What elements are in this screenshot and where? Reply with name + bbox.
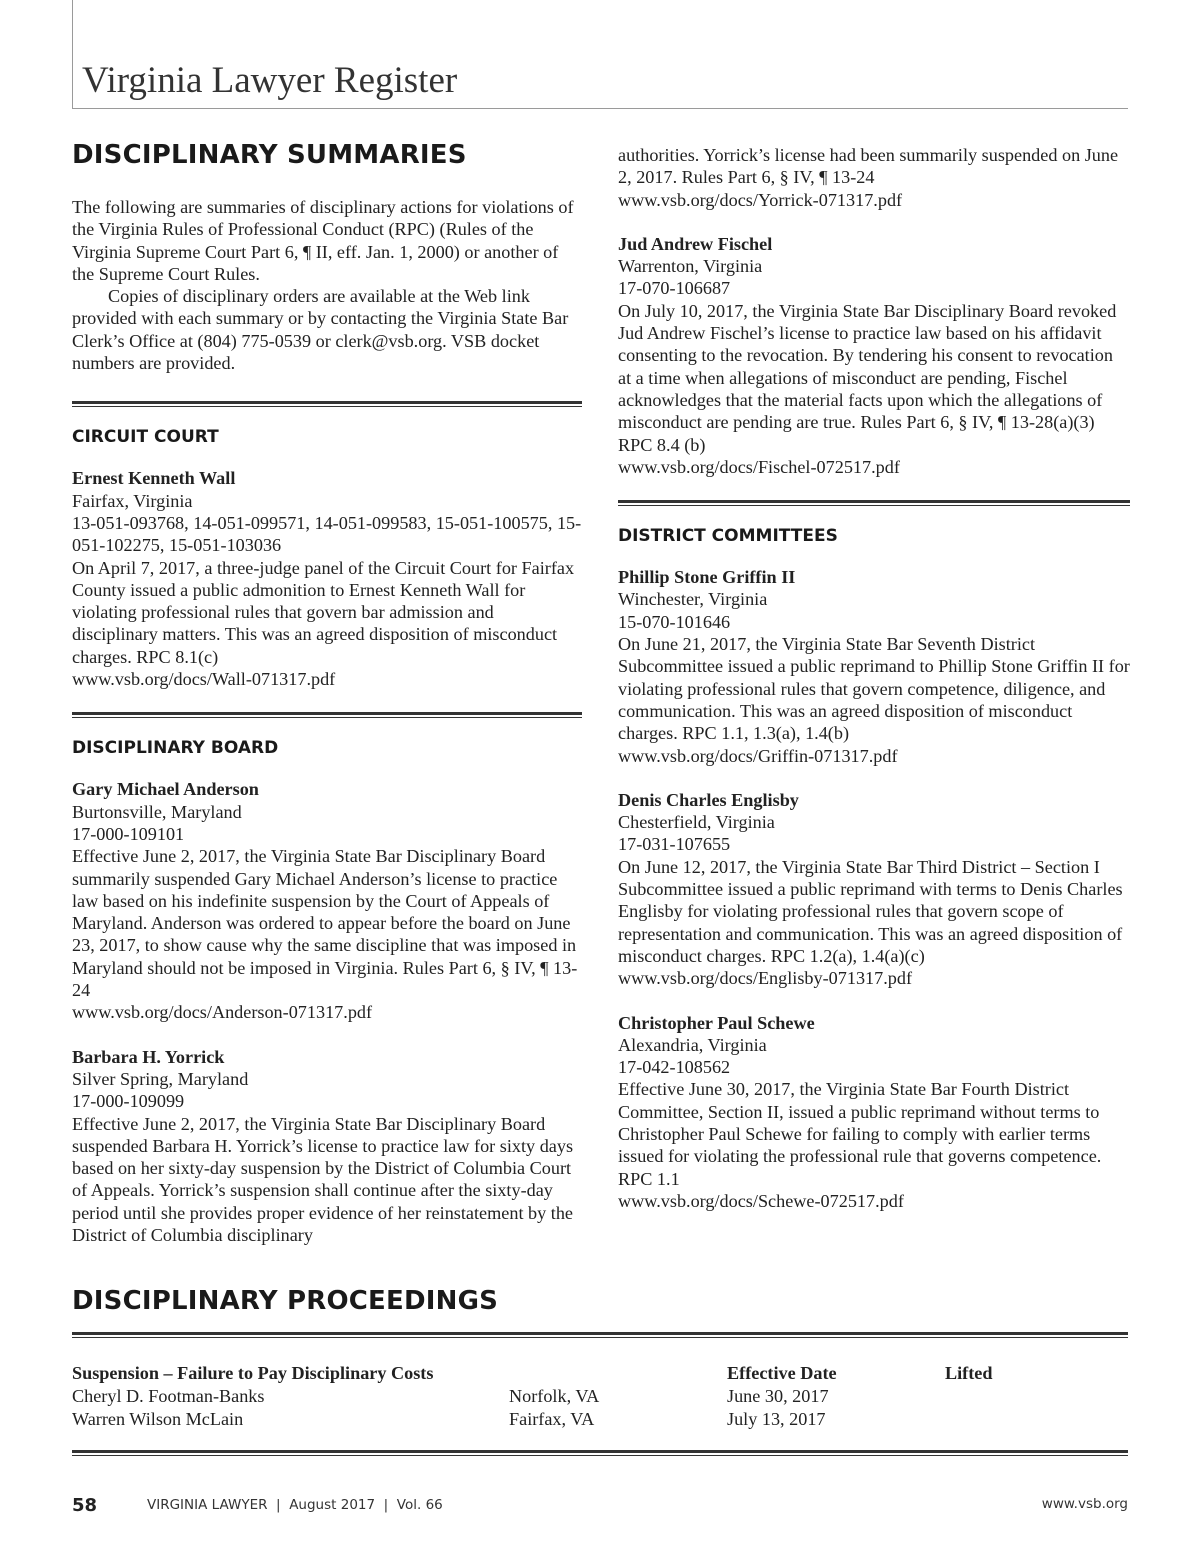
disciplinary-board-heading: DISCIPLINARY BOARD bbox=[72, 738, 279, 759]
proceedings-header-row bbox=[72, 1362, 1128, 1385]
summaries-title: DISCIPLINARY SUMMARIES bbox=[72, 140, 467, 170]
case-location: Alexandria, Virginia bbox=[618, 1034, 767, 1055]
proceedings-effective-date: July 13, 2017 bbox=[727, 1409, 826, 1429]
case-name: Phillip Stone Griffin II bbox=[618, 567, 796, 588]
case-yorrick-continued bbox=[618, 144, 1130, 211]
case-location: Burtonsville, Maryland bbox=[72, 801, 242, 822]
summaries-intro: The following are summaries of disciplinary actions for violations of the Virginia Rules of Professional Conduct (RPC) (Rules of the Virginia Supreme Court Part 6, ¶ II, eff. Jan. 1, 2000) or another of the Supreme Court Rules. bbox=[72, 197, 574, 284]
case-location: Chesterfield, Virginia bbox=[618, 812, 775, 833]
right-column bbox=[618, 144, 1130, 1212]
case-text: Effective June 30, 2017, the Virginia State Bar Fourth District Committee, Section II, issued a public reprimand without terms to Christopher Paul Schewe for failing to comply with earlier terms issued for violating the professional rule that governs competence. RPC 1.1 bbox=[618, 1079, 1102, 1189]
case-link[interactable]: www.vsb.org/docs/Griffin-071317.pdf bbox=[618, 745, 898, 766]
case-link[interactable]: www.vsb.org/docs/Englisby-071317.pdf bbox=[618, 968, 913, 989]
proceedings-name: Warren Wilson McLain bbox=[72, 1409, 244, 1429]
case-name: Denis Charles Englisby bbox=[618, 789, 799, 810]
footer-magazine-info: VIRGINIA LAWYER | August 2017 | Vol. 66 bbox=[147, 1497, 443, 1513]
header-vertical-rule bbox=[72, 0, 73, 108]
case-docket: 17-000-109099 bbox=[72, 1091, 185, 1112]
case-docket: 17-070-106687 bbox=[618, 278, 731, 299]
case-link[interactable]: www.vsb.org/docs/Schewe-072517.pdf bbox=[618, 1190, 904, 1211]
case-name: Jud Andrew Fischel bbox=[618, 233, 773, 254]
proceedings-effective-date: June 30, 2017 bbox=[727, 1386, 829, 1406]
case-text-continued: authorities. Yorrick’s license had been summarily suspended on June 2, 2017. Rules Part 6, § IV, ¶ 13-24 bbox=[618, 145, 1119, 188]
case-name: Gary Michael Anderson bbox=[72, 779, 259, 800]
case-text: On April 7, 2017, a three-judge panel of the Circuit Court for Fairfax County issued a public admonition to Ernest Kenneth Wall for violating professional rules that govern bar admission and disciplinary matters. This was an agreed disposition of misconduct charges. RPC 8.1(c) bbox=[72, 557, 575, 667]
proceedings-location: Norfolk, VA bbox=[509, 1386, 600, 1406]
case-docket: 15-070-101646 bbox=[618, 611, 731, 632]
case-docket: 17-031-107655 bbox=[618, 834, 731, 855]
case-fischel bbox=[618, 233, 1130, 478]
case-link[interactable]: www.vsb.org/docs/Anderson-071317.pdf bbox=[72, 1002, 373, 1023]
case-name: Barbara H. Yorrick bbox=[72, 1046, 225, 1067]
case-text: On June 12, 2017, the Virginia State Bar Third District – Section I Subcommittee issued a public reprimand with terms to Denis Charles Englisby for violating professional rules that govern scope of representation and communication. This was an agreed disposition of misconduct charges. RPC 1.2(a), 1.4(a)(c) bbox=[618, 856, 1123, 966]
district-committees-heading: DISTRICT COMMITTEES bbox=[618, 526, 838, 547]
case-text: Effective June 2, 2017, the Virginia State Bar Disciplinary Board suspended Barbara H. Yorrick’s license to practice law for sixty days based on her sixty-day suspension by the District of Columbia Court of Appeals. Yorrick’s suspension shall continue after the sixty-day period until she provides proper evidence of her reinstatement by the District of Columbia disciplinary bbox=[72, 1113, 574, 1245]
table-row bbox=[72, 1408, 1128, 1431]
case-docket: 13-051-093768, 14-051-099571, 14-051-099583, 15-051-100575, 15-051-102275, 15-051-103036 bbox=[72, 512, 582, 556]
header-horizontal-rule bbox=[72, 108, 1128, 109]
case-wall bbox=[72, 467, 582, 690]
case-griffin bbox=[618, 566, 1130, 767]
case-text: On July 10, 2017, the Virginia State Bar Disciplinary Board revoked Jud Andrew Fischel’s license to practice law based on his affidavit consenting to the revocation. By tendering his consent to revocation at a time when allegations of misconduct are pending, Fischel acknowledges that the material facts upon which the allegations of misconduct are pending are true. Rules Part 6, § IV, ¶ 13-28(a)(3) RPC 8.4 (b) bbox=[618, 300, 1117, 455]
footer-website[interactable]: www.vsb.org bbox=[1041, 1496, 1128, 1512]
proceedings-table bbox=[72, 1362, 1128, 1431]
table-row bbox=[72, 1385, 1128, 1408]
case-docket: 17-042-108562 bbox=[618, 1057, 731, 1078]
case-name: Ernest Kenneth Wall bbox=[72, 468, 236, 489]
proceedings-name: Cheryl D. Footman-Banks bbox=[72, 1386, 265, 1406]
case-schewe bbox=[618, 1012, 1130, 1213]
case-location: Winchester, Virginia bbox=[618, 589, 768, 610]
circuit-court-heading: CIRCUIT COURT bbox=[72, 427, 219, 448]
proceedings-col-header: Lifted bbox=[945, 1363, 993, 1383]
left-column bbox=[72, 140, 582, 1246]
proceedings-top-rule bbox=[72, 1332, 1128, 1338]
case-yorrick bbox=[72, 1046, 582, 1247]
case-name: Christopher Paul Schewe bbox=[618, 1012, 815, 1033]
proceedings-location: Fairfax, VA bbox=[509, 1409, 595, 1429]
proceedings-bottom-rule bbox=[72, 1450, 1128, 1456]
masthead: Virginia Lawyer Register bbox=[82, 60, 458, 101]
proceedings-col-header: Suspension – Failure to Pay Disciplinary Costs bbox=[72, 1363, 434, 1383]
case-link[interactable]: www.vsb.org/docs/Yorrick-071317.pdf bbox=[618, 189, 903, 210]
case-text: On June 21, 2017, the Virginia State Bar Seventh District Subcommittee issued a public reprimand to Phillip Stone Griffin II for violating professional rules that govern competence, diligence, and communication. This was an agreed disposition of misconduct charges. RPC 1.1, 1.3(a), 1.4(b) bbox=[618, 634, 1130, 744]
case-link[interactable]: www.vsb.org/docs/Wall-071317.pdf bbox=[72, 669, 336, 690]
case-anderson bbox=[72, 778, 582, 1023]
summaries-intro-copies: Copies of disciplinary orders are available at the Web link provided with each summary or by contacting the Virginia State Bar Clerk’s Office at (804) 775-0539 or clerk@vsb.org. VSB docket numbers are provided. bbox=[72, 286, 569, 374]
page-number: 58 bbox=[72, 1495, 98, 1516]
case-location: Fairfax, Virginia bbox=[72, 490, 193, 511]
case-text: Effective June 2, 2017, the Virginia State Bar Disciplinary Board summarily suspended Gary Michael Anderson’s license to practice law based on his indefinite suspension by the Court of Appeals of Maryland. Anderson was ordered to appear before the board on June 23, 2017, to show cause why the same discipline that was imposed in Maryland should not be imposed in Virginia. Rules Part 6, § IV, ¶ 13-24 bbox=[72, 846, 578, 1001]
case-link[interactable]: www.vsb.org/docs/Fischel-072517.pdf bbox=[618, 456, 900, 477]
proceedings-title: DISCIPLINARY PROCEEDINGS bbox=[72, 1286, 499, 1316]
proceedings-col-header: Effective Date bbox=[727, 1363, 837, 1383]
case-docket: 17-000-109101 bbox=[72, 823, 185, 844]
case-englisby bbox=[618, 789, 1130, 990]
case-location: Warrenton, Virginia bbox=[618, 256, 763, 277]
case-location: Silver Spring, Maryland bbox=[72, 1068, 249, 1089]
